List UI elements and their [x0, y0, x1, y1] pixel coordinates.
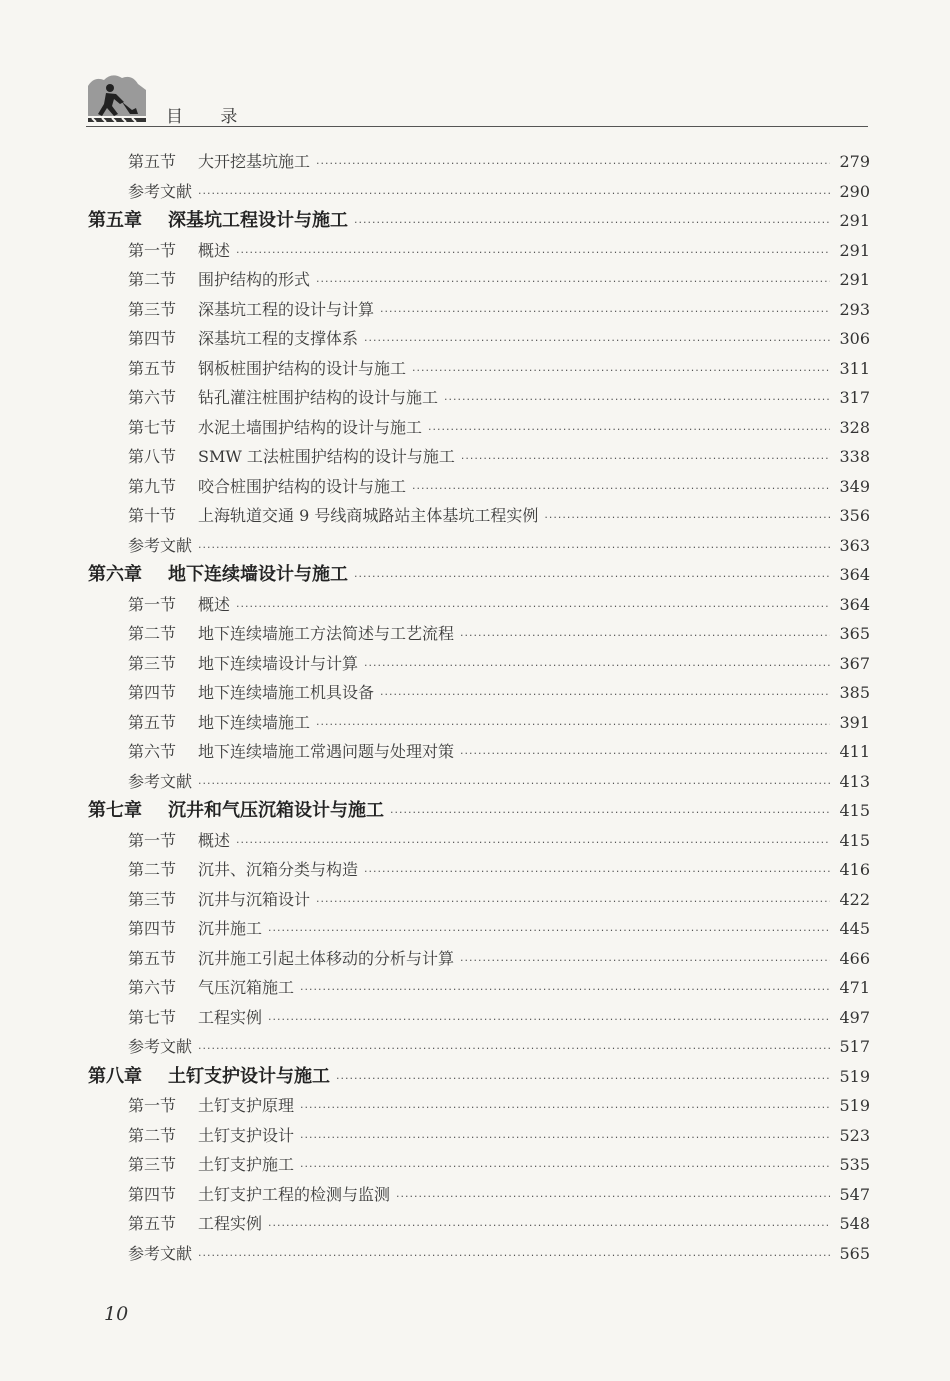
- toc-page-number: 415: [839, 830, 870, 850]
- toc-entry-number: 第五节: [128, 358, 177, 378]
- toc-page-number: 497: [839, 1007, 870, 1027]
- toc-section-row[interactable]: [88, 1003, 870, 1033]
- toc-entry-number: 第一节: [128, 594, 177, 614]
- toc-entry-number: 第三节: [128, 1155, 177, 1174]
- toc-entry-number: 第五节: [128, 152, 177, 171]
- toc-section-row[interactable]: [88, 413, 870, 443]
- toc-entry-title: 沉井施工引起土体移动的分析与计算: [198, 948, 455, 968]
- toc-entry-number: 第五章: [88, 210, 142, 231]
- toc-dot-leader: [544, 503, 830, 533]
- toc-page-number: 367: [839, 653, 870, 673]
- toc-dot-leader: [396, 1182, 830, 1212]
- toc-dot-leader: [460, 621, 830, 651]
- toc-section-row[interactable]: [88, 1121, 870, 1151]
- toc-dot-leader: [236, 828, 830, 858]
- toc-page-number: 291: [839, 240, 870, 260]
- toc-section-row[interactable]: [88, 324, 870, 354]
- toc-entry-number: 第二节: [128, 860, 177, 879]
- toc-section-row[interactable]: [88, 590, 870, 620]
- toc-entry-number: 第六节: [128, 978, 177, 997]
- toc-dot-leader: [364, 326, 830, 356]
- toc-entry-number: 第三节: [128, 653, 177, 673]
- toc-entry-title: 深基坑工程的设计与计算: [198, 299, 375, 319]
- toc-section-row[interactable]: [88, 649, 870, 679]
- toc-page-number: 349: [839, 476, 870, 496]
- toc-section-row[interactable]: [88, 383, 870, 413]
- toc-page-number: 356: [839, 506, 870, 525]
- toc-dot-leader: [198, 179, 830, 209]
- toc-entry-title: 概述: [198, 240, 231, 260]
- toc-entry-title: 咬合桩围护结构的设计与施工: [198, 476, 407, 496]
- toc-entry-number: 第五节: [128, 1214, 177, 1233]
- toc-page-number: 363: [839, 535, 870, 555]
- toc-page-number: 338: [839, 447, 870, 466]
- toc-entry-number: 第六节: [128, 742, 177, 761]
- toc-entry-number: 第二节: [128, 270, 177, 289]
- toc-page-number: 519: [839, 1096, 870, 1115]
- toc-chapter-row[interactable]: [88, 1062, 870, 1092]
- toc-entry-number: 第二节: [128, 1125, 177, 1145]
- toc-page-number: 306: [839, 329, 870, 348]
- toc-page-number: 411: [839, 742, 870, 761]
- toc-entry-title: 气压沉箱施工: [198, 978, 295, 997]
- toc-page-number: 415: [839, 801, 870, 820]
- toc-section-row[interactable]: [88, 619, 870, 649]
- toc-dot-leader: [354, 562, 830, 592]
- toc-section-row[interactable]: [88, 501, 870, 531]
- page-header: [86, 72, 866, 128]
- toc-entry-title: 概述: [198, 594, 231, 614]
- toc-entry-title: 参考文献: [128, 1037, 193, 1056]
- toc-dot-leader: [460, 946, 830, 976]
- toc-dot-leader: [198, 769, 830, 799]
- toc-dot-leader: [268, 916, 830, 946]
- toc-page-number: 535: [839, 1155, 870, 1174]
- toc-entry-number: 第四节: [128, 329, 177, 348]
- toc-entry-title: 钻孔灌注桩围护结构的设计与施工: [198, 388, 439, 407]
- toc-dot-leader: [268, 1211, 830, 1241]
- toc-entry-number: 第四节: [128, 919, 177, 938]
- toc-entry-title: 土钉支护施工: [198, 1155, 295, 1174]
- toc-entry-title: 土钉支护设计: [198, 1125, 295, 1145]
- toc-entry-number: 第六节: [128, 388, 177, 407]
- toc-page-number: 471: [839, 978, 870, 997]
- toc-entry-title: 地下连续墙施工机具设备: [198, 683, 375, 702]
- toc-section-row[interactable]: [88, 737, 870, 767]
- toc-entry-title: 沉井与沉箱设计: [198, 889, 311, 909]
- toc-entry-number: 第一节: [128, 830, 177, 850]
- toc-references-row[interactable]: [88, 1032, 870, 1062]
- toc-dot-leader: [316, 149, 830, 179]
- toc-dot-leader: [444, 385, 830, 415]
- toc-section-row[interactable]: [88, 236, 870, 266]
- toc-entry-number: 第十节: [128, 506, 177, 525]
- toc-entry-number: 第七节: [128, 417, 177, 437]
- toc-chapter-row[interactable]: [88, 206, 870, 236]
- toc-entry-title: 沉井、沉箱分类与构造: [198, 860, 359, 879]
- toc-entry-title: 参考文献: [128, 771, 193, 791]
- toc-page-number: 422: [839, 889, 870, 909]
- toc-section-row[interactable]: [88, 855, 870, 885]
- toc-dot-leader: [268, 1005, 830, 1035]
- toc-entry-number: 第七节: [128, 1007, 177, 1027]
- toc-section-row[interactable]: [88, 708, 870, 738]
- toc-entry-title: 水泥土墙围护结构的设计与施工: [198, 417, 423, 437]
- toc-references-row[interactable]: [88, 1239, 870, 1269]
- toc-page-number: 445: [839, 919, 870, 938]
- toc-chapter-row[interactable]: [88, 796, 870, 826]
- toc-dot-leader: [198, 533, 830, 563]
- toc-dot-leader: [354, 208, 830, 238]
- toc-dot-leader: [300, 1123, 830, 1153]
- toc-page-number: 385: [839, 683, 870, 702]
- toc-dot-leader: [316, 267, 830, 297]
- toc-dot-leader: [198, 1034, 830, 1064]
- construction-worker-icon: [86, 72, 148, 122]
- page-number: 10: [104, 1303, 129, 1325]
- toc-entry-title: 土钉支护原理: [198, 1096, 295, 1115]
- header-rule: [86, 126, 868, 127]
- toc-dot-leader: [412, 474, 830, 504]
- toc-entry-title: 土钉支护工程的检测与监测: [198, 1184, 391, 1204]
- toc-entry-title: 参考文献: [128, 535, 193, 555]
- toc-section-row[interactable]: [88, 914, 870, 944]
- toc-dot-leader: [336, 1064, 830, 1094]
- toc-page-number: 328: [839, 417, 870, 437]
- toc-dot-leader: [390, 798, 830, 828]
- toc-entry-number: 第三节: [128, 299, 177, 319]
- toc-page-number: 364: [839, 594, 870, 614]
- toc-entry-title: 沉井和气压沉箱设计与施工: [168, 800, 384, 821]
- toc-section-row[interactable]: [88, 1180, 870, 1210]
- toc-entry-number: 第八节: [128, 447, 177, 466]
- toc-entry-title: 深基坑工程的支撑体系: [198, 329, 359, 348]
- toc-entry-title: 概述: [198, 830, 231, 850]
- toc-entry-title: 深基坑工程设计与施工: [168, 210, 348, 231]
- toc-page-number: 466: [839, 948, 870, 968]
- toc-entry-number: 第五节: [128, 948, 177, 968]
- toc-section-row[interactable]: [88, 295, 870, 325]
- toc-page-number: 290: [839, 181, 870, 201]
- toc-dot-leader: [236, 592, 830, 622]
- toc-dot-leader: [460, 739, 830, 769]
- toc-dot-leader: [300, 1093, 830, 1123]
- toc-entry-title: 地下连续墙施工方法简述与工艺流程: [198, 624, 455, 643]
- toc-dot-leader: [412, 356, 830, 386]
- toc-chapter-row[interactable]: [88, 560, 870, 590]
- toc-page-number: 547: [839, 1184, 870, 1204]
- toc-page-number: 548: [839, 1214, 870, 1233]
- toc-entry-title: 地下连续墙设计与计算: [198, 653, 359, 673]
- toc-entry-title: 大开挖基坑施工: [198, 152, 311, 171]
- toc-page-number: 311: [839, 358, 870, 378]
- table-of-contents: [88, 147, 870, 1268]
- toc-dot-leader: [364, 857, 830, 887]
- toc-page-number: 413: [839, 771, 870, 791]
- toc-entry-number: 第四节: [128, 1184, 177, 1204]
- toc-page-number: 365: [839, 624, 870, 643]
- toc-entry-title: 上海轨道交通 9 号线商城路站主体基坑工程实例: [198, 506, 539, 525]
- toc-entry-number: 第一节: [128, 240, 177, 260]
- toc-entry-title: 参考文献: [128, 1243, 193, 1263]
- toc-section-row[interactable]: [88, 442, 870, 472]
- toc-entry-title: 地下连续墙设计与施工: [168, 564, 348, 585]
- toc-entry-number: 第八章: [88, 1065, 142, 1087]
- toc-page-number: 517: [839, 1037, 870, 1056]
- toc-dot-leader: [364, 651, 830, 681]
- toc-dot-leader: [380, 297, 830, 327]
- toc-page-number: 293: [839, 299, 870, 319]
- toc-page-number: 317: [839, 388, 870, 407]
- toc-section-row[interactable]: [88, 944, 870, 974]
- toc-section-row[interactable]: [88, 265, 870, 295]
- toc-section-row[interactable]: [88, 1209, 870, 1239]
- toc-dot-leader: [380, 680, 830, 710]
- toc-references-row[interactable]: [88, 177, 870, 207]
- toc-entry-number: 第九节: [128, 476, 177, 496]
- toc-section-row[interactable]: [88, 678, 870, 708]
- toc-entry-title: 钢板桩围护结构的设计与施工: [198, 358, 407, 378]
- toc-references-row[interactable]: [88, 767, 870, 797]
- toc-page-number: 565: [839, 1243, 870, 1263]
- header-title: 目 录: [166, 107, 254, 127]
- toc-dot-leader: [300, 975, 830, 1005]
- toc-entry-title: 土钉支护设计与施工: [168, 1065, 330, 1087]
- toc-page-number: 519: [839, 1066, 870, 1086]
- toc-entry-title: 参考文献: [128, 181, 193, 201]
- toc-dot-leader: [428, 415, 830, 445]
- toc-section-row[interactable]: [88, 147, 870, 177]
- toc-entry-title: 沉井施工: [198, 919, 263, 938]
- toc-page-number: 291: [839, 211, 870, 230]
- toc-section-row[interactable]: [88, 1091, 870, 1121]
- toc-entry-number: 第七章: [88, 800, 142, 821]
- toc-entry-number: 第五节: [128, 712, 177, 732]
- toc-entry-number: 第六章: [88, 564, 142, 585]
- toc-entry-number: 第二节: [128, 624, 177, 643]
- toc-page-number: 391: [839, 712, 870, 732]
- toc-section-row[interactable]: [88, 472, 870, 502]
- toc-page-number: 523: [839, 1125, 870, 1145]
- toc-entry-title: 工程实例: [198, 1214, 263, 1233]
- toc-dot-leader: [198, 1241, 830, 1271]
- toc-page-number: 364: [839, 565, 870, 584]
- toc-dot-leader: [316, 710, 830, 740]
- toc-entry-number: 第三节: [128, 889, 177, 909]
- toc-entry-title: 地下连续墙施工常遇问题与处理对策: [198, 742, 455, 761]
- toc-dot-leader: [461, 444, 830, 474]
- toc-entry-title: SMW 工法桩围护结构的设计与施工: [198, 447, 455, 466]
- toc-entry-title: 围护结构的形式: [198, 270, 311, 289]
- toc-entry-title: 地下连续墙施工: [198, 712, 311, 732]
- toc-page-number: 279: [839, 152, 870, 171]
- toc-dot-leader: [236, 238, 830, 268]
- toc-entry-number: 第一节: [128, 1096, 177, 1115]
- toc-section-row[interactable]: [88, 1150, 870, 1180]
- toc-dot-leader: [316, 887, 830, 917]
- toc-references-row[interactable]: [88, 531, 870, 561]
- toc-section-row[interactable]: [88, 826, 870, 856]
- toc-dot-leader: [300, 1152, 830, 1182]
- toc-section-row[interactable]: [88, 973, 870, 1003]
- toc-page-number: 291: [839, 270, 870, 289]
- toc-entry-title: 工程实例: [198, 1007, 263, 1027]
- toc-entry-number: 第四节: [128, 683, 177, 702]
- toc-section-row[interactable]: [88, 885, 870, 915]
- toc-page-number: 416: [839, 860, 870, 879]
- toc-section-row[interactable]: [88, 354, 870, 384]
